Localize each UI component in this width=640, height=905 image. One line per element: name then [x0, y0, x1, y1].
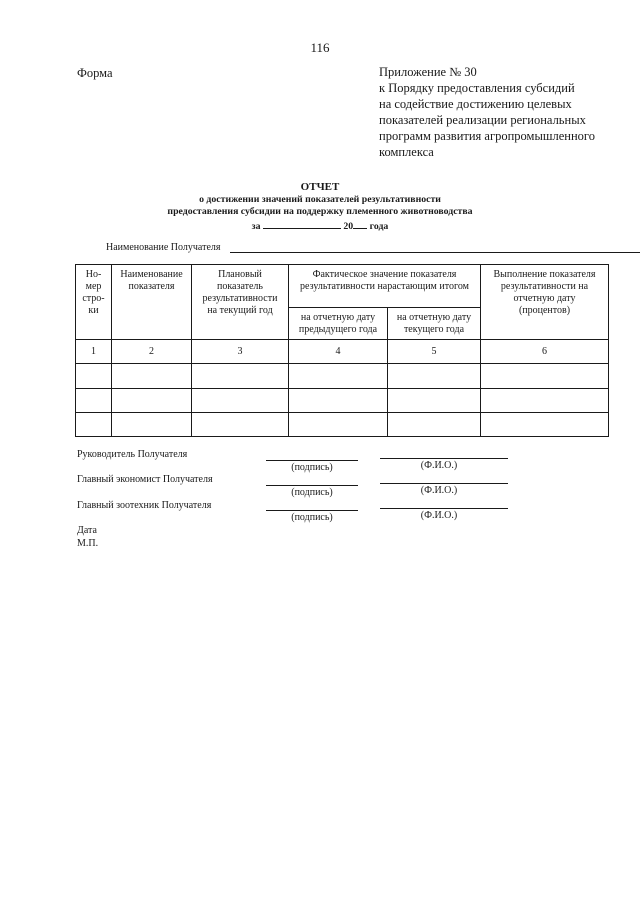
column-number: 5: [388, 340, 481, 364]
report-table: [75, 264, 609, 437]
header-actual-value: Фактическое значение показателя результативности нарастающим итогом: [289, 265, 481, 308]
date-label: Дата: [77, 525, 97, 536]
column-numbers-row: [76, 340, 609, 364]
signature-caption: (подпись): [291, 512, 333, 523]
table-row: [76, 413, 609, 437]
period-prefix: за: [251, 221, 261, 232]
table-cell[interactable]: [192, 389, 289, 413]
period-date-blank[interactable]: [263, 219, 341, 229]
period-year: 20: [343, 221, 354, 232]
recipient-label: Наименование Получателя: [106, 242, 221, 253]
report-period: [0, 219, 640, 232]
name-line[interactable]: [380, 483, 508, 484]
table-cell[interactable]: [112, 413, 192, 437]
appendix-line: комплекса: [379, 145, 434, 159]
table-cell[interactable]: [76, 364, 112, 389]
table-row: [76, 364, 609, 389]
name-caption: (Ф.И.О.): [420, 510, 458, 521]
table-cell[interactable]: [481, 364, 609, 389]
report-subtitle: о достижении значений показателей результативности: [199, 194, 441, 205]
table-cell[interactable]: [481, 413, 609, 437]
name-caption: (Ф.И.О.): [420, 485, 458, 496]
table-cell[interactable]: [192, 413, 289, 437]
signature-role: Руководитель Получателя: [77, 449, 188, 460]
column-number: 2: [112, 340, 192, 364]
table-cell[interactable]: [388, 389, 481, 413]
header-current-year: на отчетную дату текущего года: [388, 308, 481, 340]
table-row: [76, 389, 609, 413]
table-cell[interactable]: [289, 389, 388, 413]
table-cell[interactable]: [76, 413, 112, 437]
appendix-line: программ развития агропромышленного: [379, 129, 595, 143]
table-cell[interactable]: [481, 389, 609, 413]
header-row-number: Но- мер стро- ки: [76, 265, 112, 340]
name-caption: (Ф.И.О.): [420, 460, 458, 471]
signature-role: Главный экономист Получателя: [77, 474, 213, 485]
header-indicator-name: Наименование показателя: [112, 265, 192, 340]
appendix-line: к Порядку предоставления субсидий: [379, 81, 575, 95]
name-line[interactable]: [380, 458, 508, 459]
column-number: 3: [192, 340, 289, 364]
signature-line[interactable]: [266, 485, 358, 486]
table-cell[interactable]: [192, 364, 289, 389]
column-number: 6: [481, 340, 609, 364]
signature-line[interactable]: [266, 460, 358, 461]
page-number: 116: [310, 40, 330, 55]
period-year-blank[interactable]: [353, 219, 367, 229]
signature-role: Главный зоотехник Получателя: [77, 500, 212, 511]
header-execution: Выполнение показателя результативности на отчетную дату (процентов): [481, 265, 609, 340]
seal-label: М.П.: [77, 538, 99, 549]
name-line[interactable]: [380, 508, 508, 509]
table-cell[interactable]: [289, 413, 388, 437]
column-number: 1: [76, 340, 112, 364]
period-suffix: года: [369, 221, 389, 232]
header-previous-year: на отчетную дату предыдущего года: [289, 308, 388, 340]
recipient-row: [106, 242, 221, 253]
form-label: Форма: [77, 66, 113, 80]
report-subtitle: предоставления субсидии на поддержку племенного животноводства: [167, 206, 473, 217]
column-number: 4: [289, 340, 388, 364]
table-cell[interactable]: [112, 364, 192, 389]
table-cell[interactable]: [388, 364, 481, 389]
signature-line[interactable]: [266, 510, 358, 511]
table-cell[interactable]: [112, 389, 192, 413]
report-title: ОТЧЕТ: [300, 181, 340, 193]
signature-caption: (подпись): [291, 462, 333, 473]
appendix-block: [379, 64, 595, 160]
table-cell[interactable]: [76, 389, 112, 413]
appendix-line: Приложение № 30: [379, 65, 477, 79]
appendix-line: на содействие достижению целевых: [379, 97, 572, 111]
recipient-blank[interactable]: [230, 252, 640, 253]
appendix-line: показателей реализации региональных: [379, 113, 586, 127]
table-cell[interactable]: [388, 413, 481, 437]
header-planned-indicator: Плановый показатель результативности на текущий год: [192, 265, 289, 340]
table-cell[interactable]: [289, 364, 388, 389]
signature-caption: (подпись): [291, 487, 333, 498]
